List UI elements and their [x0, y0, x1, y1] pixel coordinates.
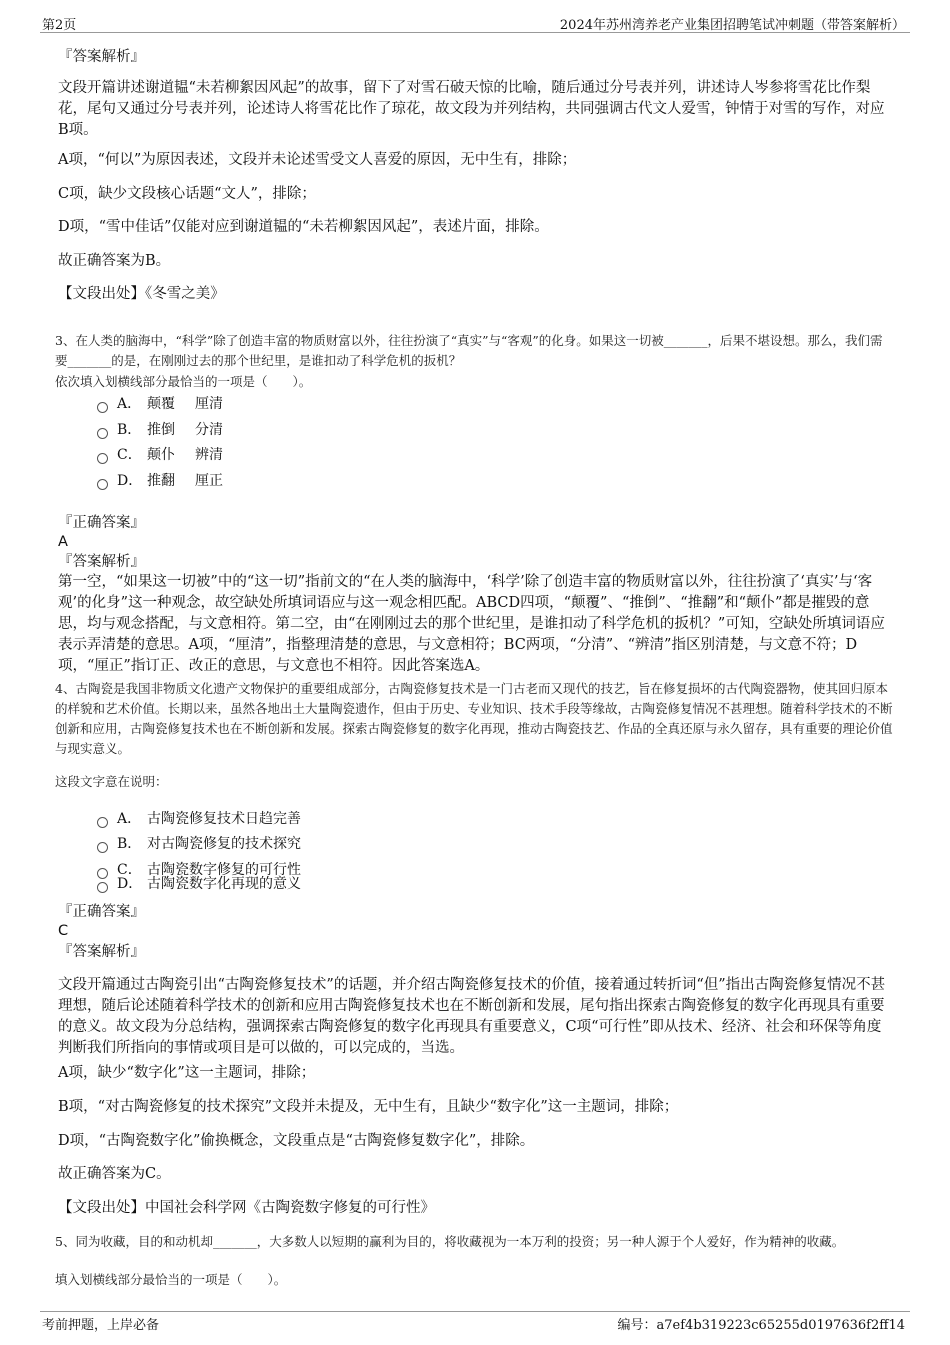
- q3-analysis-label: 『答案解析』: [58, 554, 145, 570]
- document-code: 编号：a7ef4b319223c65255d0197636f2ff14: [617, 1318, 905, 1333]
- footer-divider: [40, 1311, 910, 1312]
- q4-instruction: 这段文字意在说明：: [55, 774, 168, 789]
- option-key: C．: [117, 447, 142, 463]
- option-key: B．: [117, 836, 142, 852]
- radio-button-icon[interactable]: [97, 817, 108, 828]
- radio-button-icon[interactable]: [97, 428, 108, 439]
- q2-source: 【文段出处】《冬雪之美》: [58, 286, 225, 302]
- option-word-2: 分清: [195, 422, 223, 438]
- q2-option-a-analysis: A项，“何以”为原因表述，文段并未论述雪受文人喜爱的原因，无中生有，排除；: [58, 152, 577, 168]
- q5-stem: 5、同为收藏，目的和动机却_______，大多数人以短期的赢利为目的，将收藏视为一本万利的投资；另一种人源于个人爱好，作为精神的收藏。: [55, 1234, 845, 1249]
- q3-option-d[interactable]: [97, 471, 243, 491]
- radio-button-icon[interactable]: [97, 453, 108, 464]
- option-word-1: 颠仆: [147, 447, 175, 463]
- q3-analysis-text: 第一空，“如果这一切被”中的“这一切”指前文的“在人类的脑海中，‘科学’除了创造丰富的物质财富以外，往往扮演了‘真实’与‘客观’的化身”这一种观念，故空缺处所填词语应与这一观念相匹配。ABCD四项，“颠覆”、“推倒”、“推翻”和“颠仆”都是摧毁的意思，均与观念搭配，与文意相符。第二空，由“在刚刚过去的那个世纪里，是谁扣动了科学危机的扳机？”可知，空缺处所填词语应表示弄清楚的意思。A项，“厘清”，指整理清楚的意思，与文意相符；BC两项，“分清”、“辨清”指区别清楚，与文意不符；D项，“厘正”指订正、改正的意思，与文意也不相符。因此答案选A。: [58, 574, 885, 674]
- option-text: 古陶瓷修复技术日趋完善: [147, 811, 301, 827]
- option-key: A．: [117, 396, 142, 412]
- option-text: 古陶瓷数字化再现的意义: [147, 876, 301, 892]
- option-word-2: 厘正: [195, 473, 223, 489]
- footer-slogan: 考前押题，上岸必备: [42, 1318, 160, 1333]
- q2-option-c-analysis: C项，缺少文段核心话题“文人”，排除；: [58, 186, 316, 202]
- q4-stem: 4、古陶瓷是我国非物质文化遗产文物保护的重要组成部分，古陶瓷修复技术是一门古老而又现代的技艺，旨在修复损坏的古代陶瓷器物，使其回归原本的样貌和艺术价值。长期以来，虽然各地出土大量陶瓷遗作，但由于历史、专业知识、技术手段等缘故，古陶瓷修复情况不甚理想。随着科学技术的不断创新和应用，古陶瓷修复技术也在不断创新和发展。探索古陶瓷修复的数字化再现，推动古陶瓷技艺、作品的全真还原与永久留存，具有重要的理论价值与现实意义。: [55, 681, 893, 756]
- option-key: D．: [117, 876, 143, 892]
- q4-analysis-label: 『答案解析』: [58, 944, 145, 960]
- q4-analysis-text: 文段开篇通过古陶瓷引出“古陶瓷修复技术”的话题，并介绍古陶瓷修复技术的价值，接着通过转折词“但”指出古陶瓷修复情况不甚理想，随后论述随着科学技术的创新和应用古陶瓷修复技术也在不断创新和发展，尾句指出探索古陶瓷修复的数字化再现具有重要的意义。故文段为分总结构，强调探索古陶瓷修复的数字化再现具有重要意义，C项“可行性”即从技术、经济、社会和环保等角度判断我们所指向的事情或项目是可以做的，可以完成的，当选。: [58, 977, 886, 1056]
- option-word-2: 辨清: [195, 447, 223, 463]
- q2-analysis-label: 『答案解析』: [58, 49, 145, 65]
- q3-instruction: 依次填入划横线部分最恰当的一项是（ ）。: [55, 374, 312, 389]
- option-word-1: 推倒: [147, 422, 175, 438]
- q3-option-c[interactable]: [97, 445, 243, 465]
- radio-button-icon[interactable]: [97, 842, 108, 853]
- q3-answer-label: 『正确答案』: [58, 515, 145, 531]
- q4-option-a-analysis: A项，缺少“数字化”这一主题词，排除；: [58, 1065, 316, 1081]
- option-word-1: 推翻: [147, 473, 175, 489]
- option-key: A．: [117, 811, 142, 827]
- q3-answer: A: [58, 534, 68, 550]
- radio-button-icon[interactable]: [97, 402, 108, 413]
- q4-option-b-analysis: B项，“对古陶瓷修复的技术探究”文段并未提及，无中生有，且缺少“数字化”这一主题词，排除；: [58, 1099, 679, 1115]
- q2-analysis-text: 文段开篇讲述谢道韫“未若柳絮因风起”的故事，留下了对雪石破天惊的比喻，随后通过分号表并列，讲述诗人岑参将雪花比作梨花，尾句又通过分号表并列，论述诗人将雪花比作了琼花，故文段为并列结构，共同强调古代文人爱雪，钟情于对雪的写作，对应B项。: [58, 80, 885, 138]
- radio-button-icon[interactable]: [97, 882, 108, 893]
- radio-button-icon[interactable]: [97, 479, 108, 490]
- q4-option-a[interactable]: [97, 809, 301, 829]
- option-word-1: 颠覆: [147, 396, 175, 412]
- option-key: C．: [117, 862, 142, 878]
- q3-stem: 3、在人类的脑海中，“科学”除了创造丰富的物质财富以外，往往扮演了“真实”与“客观”的化身。如果这一切被_______，后果不堪设想。那么，我们需要_______的是，在刚刚过去的那个世纪里，是谁扣动了科学危机的扳机？: [55, 333, 883, 368]
- option-word-2: 厘清: [195, 396, 223, 412]
- q4-answer-label: 『正确答案』: [58, 904, 145, 920]
- option-text: 古陶瓷数字修复的可行性: [147, 862, 301, 878]
- q3-option-a[interactable]: [97, 394, 243, 414]
- q4-conclusion: 故正确答案为C。: [58, 1166, 171, 1182]
- q2-conclusion: 故正确答案为B。: [58, 253, 171, 269]
- header-divider: [40, 32, 910, 33]
- q5-instruction: 填入划横线部分最恰当的一项是（ ）。: [55, 1272, 287, 1287]
- page-number: 第2页: [42, 18, 77, 33]
- q4-option-b[interactable]: [97, 834, 301, 854]
- q4-option-d[interactable]: [97, 874, 301, 894]
- option-key: B．: [117, 422, 142, 438]
- option-text: 对古陶瓷修复的技术探究: [147, 836, 301, 852]
- option-key: D．: [117, 473, 143, 489]
- document-title: 2024年苏州湾养老产业集团招聘笔试冲刺题（带答案解析）: [559, 18, 905, 33]
- q4-source: 【文段出处】中国社会科学网《古陶瓷数字修复的可行性》: [58, 1200, 435, 1216]
- q4-option-d-analysis: D项，“古陶瓷数字化”偷换概念，文段重点是“古陶瓷修复数字化”，排除。: [58, 1133, 535, 1149]
- q2-option-d-analysis: D项，“雪中佳话”仅能对应到谢道韫的“未若柳絮因风起”，表述片面，排除。: [58, 219, 549, 235]
- q4-answer: C: [58, 923, 69, 939]
- q3-option-b[interactable]: [97, 420, 243, 440]
